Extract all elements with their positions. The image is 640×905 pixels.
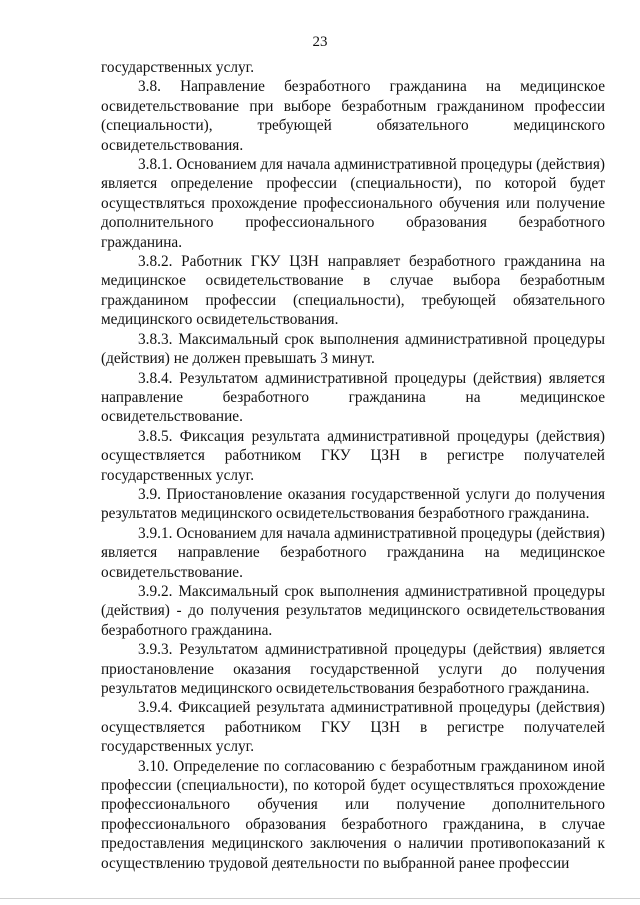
- paragraph-3-9-3: 3.9.3. Результатом административной процедуры (действия) является приостановление оказания государственной услуги до получения результатов медицинского освидетельствования безработного гражданина.: [101, 641, 605, 697]
- paragraph-3-10: 3.10. Определение по согласованию с безработным гражданином иной профессии (специальности), по которой будет осуществляться прохождение профессионального обучения или получение дополнительного профессионального образования безработного гражданина, в случае предоставления медицинского заключения о наличии противопоказаний к осуществлению трудовой деятельности по выбранной ранее профессии: [101, 757, 605, 872]
- paragraph-3-9-1: 3.9.1. Основанием для начала административной процедуры (действия) является направление безработного гражданина на медицинское освидетельствование.: [101, 524, 605, 581]
- paragraph-3-8-3: 3.8.3. Максимальный срок выполнения административной процедуры (действия) не должен превышать 3 минут.: [101, 330, 605, 368]
- page-bottom-edge: [0, 898, 640, 899]
- document-body: [101, 58, 605, 873]
- paragraph-3-9-4: 3.9.4. Фиксацией результата административной процедуры (действия) осуществляется работником ГКУ ЦЗН в регистре получателей государственных услуг.: [101, 699, 605, 756]
- paragraph-3-9-2: 3.9.2. Максимальный срок выполнения административной процедуры (действия) - до получения результатов медицинского освидетельствования безработного гражданина.: [101, 582, 605, 639]
- paragraph-3-8-1: 3.8.1. Основанием для начала административной процедуры (действия) является определение профессии (специальности), по которой будет осуществляться прохождение профессионального обучения или получение дополнительного профессионального образования безработного гражданина.: [101, 156, 605, 251]
- page-number: 23: [312, 34, 328, 50]
- paragraph-3-8-4: 3.8.4. Результатом административной процедуры (действия) является направление безработного гражданина на медицинское освидетельствование.: [101, 369, 605, 426]
- paragraph-continuation: государственных услуг.: [101, 59, 255, 76]
- paragraph-3-8-2: 3.8.2. Работник ГКУ ЦЗН направляет безработного гражданина на медицинское освидетельствование в случае выбора безработным гражданином профессии (специальности), требующей обязательного медицинского освидетельствования.: [101, 253, 605, 329]
- paragraph-3-9: 3.9. Приостановление оказания государственной услуги до получения результатов медицинского освидетельствования безработного гражданина.: [101, 485, 605, 523]
- paragraph-3-8: 3.8. Направление безработного гражданина на медицинское освидетельствование при выборе безработным гражданином профессии (специальности), требующей обязательного медицинского освидетельствования.: [101, 78, 605, 154]
- paragraph-3-8-5: 3.8.5. Фиксация результата административной процедуры (действия) осуществляется работником ГКУ ЦЗН в регистре получателей государственных услуг.: [101, 427, 605, 484]
